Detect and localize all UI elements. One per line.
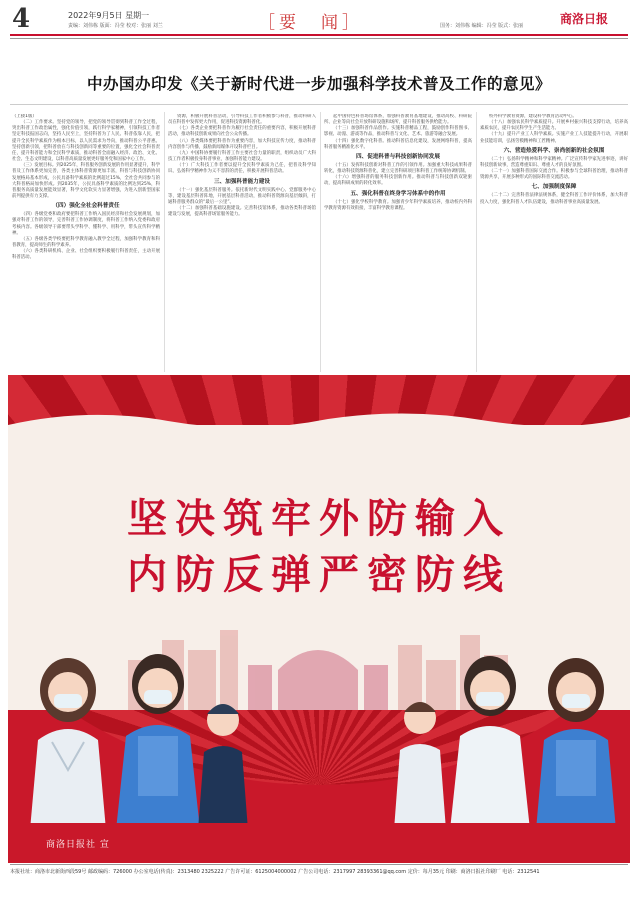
- article-column-1: [12, 114, 160, 372]
- medical-workers-left-illustration: [8, 630, 258, 830]
- article-paragraph: （十一）强化基层科普服务。依托新时代文明实践中心、党群服务中心等，建设基层科普阵地，开展基层科普活动，推动科普资源向基层倾斜，打通科普服务群众的“最后一公里”。: [168, 187, 316, 205]
- section-heading: 七、加强制度保障: [531, 184, 577, 191]
- header-subdivider: [10, 38, 628, 39]
- section-heading: （四）强化全社会科普责任: [52, 203, 120, 210]
- article-paragraph: （十九）提升产业工人科学素质。实施产业工人技能提升行动，开展职业技能培训，弘扬劳模精神和工匠精神。: [480, 132, 628, 144]
- article-column-4: [480, 114, 628, 372]
- column-rule: [320, 112, 321, 372]
- article-column-2: [168, 114, 316, 372]
- article-paragraph: （十七）强化学校科学教育。加强青少年科学素质培养，推动校内外科学教育资源有效衔接，丰富科学教育课程。: [324, 199, 472, 211]
- publisher-info: 本报社址：商洛市北新街西段59号 邮政编码：726000 办公室电话(传真)：2313480 2325222 广告许可证：6125004000002 广告公司电话：2317997 28393361@qq.com 定价：每月35元 印刷：商洛日报社印刷厂 电话：2312541: [10, 869, 540, 875]
- article-paragraph: 起中国特色科普场馆体系，加强科普教育基地建设，推动高校、科研院所、企业等向社会开放科研设施和场所，提升科普服务供给能力。: [324, 114, 472, 126]
- article-paragraph: 校外科学教育资源，建设科学教育活动中心。: [489, 114, 577, 119]
- article-column-3: [324, 114, 472, 372]
- section-heading: 五、强化科普在终身学习体系中的作用: [350, 190, 446, 197]
- footer-divider: [10, 864, 628, 865]
- article-paragraph: （二十）弘扬科学精神和科学家精神。广泛宣传科学家先进事迹，讲好科技创新故事，营造尊重知识、尊重人才的良好氛围。: [480, 156, 628, 168]
- section-title: ［要 闻］: [258, 13, 363, 33]
- band-top-wave: [8, 407, 630, 437]
- section-heading: 六、营造热爱科学、崇尚创新的社会氛围: [503, 147, 605, 154]
- continuation-note: （上接1版）: [12, 114, 37, 119]
- poster-producer-credit: 商洛日报社 宣: [46, 840, 110, 850]
- editor-credits-right: 国务：刘伟栋 编辑：冯莹 版式：张丽: [440, 23, 524, 29]
- medical-workers-right-illustration: [380, 630, 630, 830]
- section-heading: 四、促进科普与科技创新协同发展: [356, 153, 440, 160]
- headline-divider: [10, 104, 628, 105]
- article-paragraph: 资源，积极开展科普活动，引导科技工作者积极参与科普，推动科研人员在科普中发挥更大作用，促进科技资源科普化。: [168, 114, 316, 126]
- article-headline: 中办国办印发《关于新时代进一步加强科学技术普及工作的意见》: [86, 75, 551, 93]
- article-paragraph: （十三）加强科普作品创作。实施科普精品工程，鼓励创作科普图书、影视、动漫、游戏等作品，推动科普与文化、艺术、旅游等融合发展。: [324, 126, 472, 138]
- article-paragraph: （六）各类科研机构、企业、社会组织要积极履行科普责任，主动开展科普活动。: [12, 249, 160, 261]
- article-paragraph: （九）中国科协要履行科普工作主要社会力量的职责，组织动员广大科技工作者积极投身科普事业，加强科普能力建设。: [168, 150, 316, 163]
- column-rule: [164, 112, 165, 372]
- article-paragraph: （十八）加强农民科学素质提升。开展乡村振兴科技支撑行动，培养高素质农民，提升农民科学生产生活能力。: [480, 120, 628, 132]
- article-paragraph: （十四）强化数字化科普。推动科普信息化建设，发展网络科普，提高科普服务精准化水平。: [324, 138, 472, 150]
- article-paragraph: （四）各级党委和政府要把科普工作纳入国民经济和社会发展规划，加强对科普工作的领导，完善科普工作协调制度，将科普工作纳入党委和政府考核内容。各级领导干部要带头学科学、懂科学、用科学，带头宣传科学精神。: [12, 212, 160, 236]
- section-heading: 三、加强科普能力建设: [214, 178, 270, 185]
- article-paragraph: （二十二）完善科普法律法规体系，健全科普工作评价体系，加大科普投入力度，强化科普人才队伍建设，推动科普事业高质量发展。: [480, 193, 628, 205]
- article-paragraph: （二）工作要求。坚持党的领导，把党的领导贯彻到科普工作全过程，突出科普工作政治属性，强化价值引领，践行科学家精神，引领科技工作者坚定科技报国志向，坚持人民至上，坚持科普为了人民、科普依靠人民，把提升全民科学素质作为根本目标，以人民需求为导向，推动科普公平普惠。坚持创新引领，把科普放在与科技创新同等重要的位置，强化全社会科普责任，提升科普能力和全民科学素质，推动科普全面融入经济、政治、文化、社会、生态文明建设，以科普高质量发展更好服务党和国家中心工作。: [12, 120, 160, 163]
- slogan-line-1: 坚决筑牢外防输入: [127, 496, 511, 542]
- epidemic-prevention-poster: [8, 375, 630, 863]
- column-rule: [476, 112, 477, 372]
- article-paragraph: （十五）发挥科技创新对科普工作的引领作用。加强重大科技成果科普转化，推动科技资源科普化，建立完善科研项目和科普工作统筹协调机制。: [324, 162, 472, 175]
- editor-credits-left: 责编：刘伟栋 版面：冯莹 校对：张丽 刘兰: [68, 23, 163, 29]
- slogan-line-2: 内防反弹严密防线: [127, 552, 511, 598]
- article-paragraph: （八）各类媒体要把科普作为重要内容，加大科技宣传力度，推动科普内容创作与传播，鼓励新闻媒体开设科普栏目。: [168, 138, 316, 150]
- article-paragraph: （十）广大科技工作者要以提升全民科学素质为己任，把普及科学知识、弘扬科学精神作为义不容辞的责任，积极开展科普活动。: [168, 163, 316, 175]
- newspaper-logo: 商洛日报: [560, 12, 609, 26]
- page-number: 4: [12, 4, 31, 34]
- article-paragraph: （三）发展目标。到2025年，科普服务创新发展的作用显著提升，科学普及工作体系更加完善，各类主体科普资源更加丰富，科普与科技创新协同发展格局基本形成，公民具备科学素质的比例超过15%，全社会共同参与的大科普格局加快形成。到2035年，公民具备科学素质的比例达到25%，科普服务高质量发展能效显著，科学文化软实力显著增强，为进入创新型国家前列提供有力支撑。: [12, 163, 160, 200]
- article-paragraph: （二十一）加强科普国际交流合作。积极参与全球科普治理，推动科普资源共享，开展多种形式的国际科普交流活动。: [480, 169, 628, 181]
- article-paragraph: （十二）加强科普基础设施建设。完善科技馆体系，推动各类科普场馆建设与发展，提高科普场馆服务能力。: [168, 206, 316, 218]
- issue-date: 2022年9月5日 星期一: [68, 11, 150, 20]
- article-paragraph: （七）各类企业要把科普作为履行社会责任的重要内容，积极开展科普活动，推动科技创新成果向社会公众传播。: [168, 126, 316, 138]
- header-divider: [10, 34, 628, 36]
- article-paragraph: （五）各级各类学校要把科学教育融入教学全过程，加强科学教育和科普教育，提高师生的科学素养。: [12, 236, 160, 248]
- article-paragraph: （十六）增强科普的服务科技创新作用。推动科普与科技创新双轮驱动，提高科研成果的转化效率。: [324, 175, 472, 187]
